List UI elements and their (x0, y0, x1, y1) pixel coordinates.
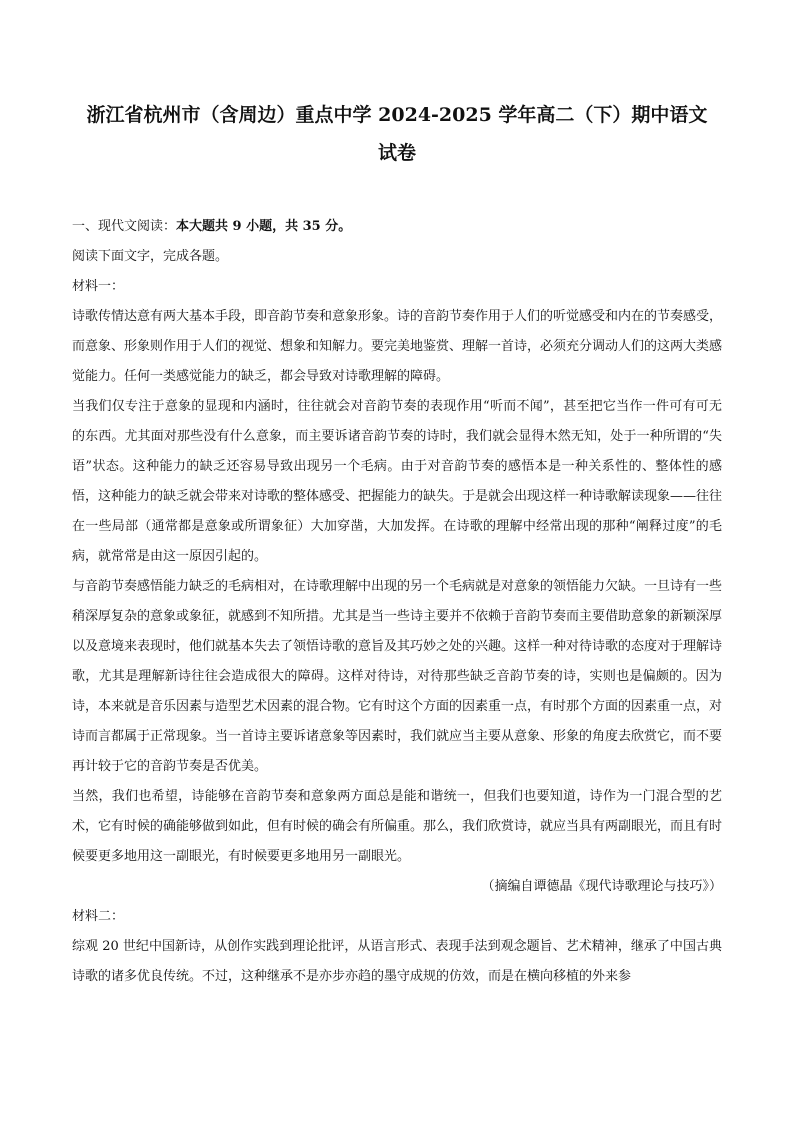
material-one-paragraph-1: 诗歌传情达意有两大基本手段，即音韵节奏和意象形象。诗的音韵节奏作用于人们的听觉感受和内在的节奏感受，而意象、形象则作用于人们的视觉、想象和知解力。要完美地鉴赏、理解一首诗，必须充分调动人们的这两大类感觉能力。任何一类感觉能力的缺乏，都会导致对诗歌理解的障碍。 (72, 309, 723, 384)
material-one-paragraph-4: 当然，我们也希望，诗能够在音韵节奏和意象两方面总是能和谐统一，但我们也要知道，诗作为一门混合型的艺术，它有时候的确能够做到如此，但有时候的确会有所偏重。那么，我们欣赏诗，就应当具有两副眼光，而且有时候要更多地用这一副眼光，有时候要更多地用另一副眼光。 (72, 789, 723, 864)
section-heading-detail: 本大题共 9 小题，共 35 分。 (176, 219, 352, 234)
title-line-2: 试卷 (377, 142, 416, 164)
title-line-1: 浙江省杭州市（含周边）重点中学 2024-2025 学年高二（下）期中语文 (86, 104, 708, 126)
material-one-label: 材料一： (72, 279, 125, 294)
material-two-label: 材料二： (72, 909, 125, 924)
reading-instruction: 阅读下面文字，完成各题。 (72, 249, 229, 264)
section-heading (72, 212, 722, 242)
material-one-paragraph-3: 与音韵节奏感悟能力缺乏的毛病相对，在诗歌理解中出现的另一个毛病就是对意象的领悟能力欠缺。一旦诗有一些稍深厚复杂的意象或象征，就感到不知所措。尤其是当一些诗主要并不依赖于音韵节奏而主要借助意象的新颖深厚以及意境来表现时，他们就基本失去了领悟诗歌的意旨及其巧妙之处的兴趣。这样一种对待诗歌的态度对于理解诗歌，尤其是理解新诗往往会造成很大的障碍。这样对待诗，对待那些缺乏音韵节奏的诗，实则也是偏颇的。因为诗，本来就是音乐因素与造型艺术因素的混合物。它有时这个方面的因素重一点，有时那个方面的因素重一点，对诗而言都属于正常现象。当一首诗主要诉诸意象等因素时，我们就应当主要从意象、形象的角度去欣赏它，而不要再计较于它的音韵节奏是否优美。 (72, 579, 723, 774)
material-one-source: （摘编自谭德晶《现代诗歌理论与技巧》） (481, 879, 722, 894)
material-one-paragraph-2: 当我们仅专注于意象的显现和内涵时，往往就会对音韵节奏的表现作用“听而不闻”，甚至把它当作一件可有可无的东西。尤其面对那些没有什么意象，而主要诉诸音韵节奏的诗时，我们就会显得木然无知，处于一种所谓的“失语”状态。这种能力的缺乏还容易导致出现另一个毛病。由于对音韵节奏的感悟本是一种关系性的、整体性的感悟，这种能力的缺乏就会带来对诗歌的整体感受、把握能力的缺失。于是就会出现这样一种诗歌解读现象——往往在一些局部（通常都是意象或所谓象征）大加穿凿，大加发挥。在诗歌的理解中经常出现的那种“阐释过度”的毛病，就常常是由这一原因引起的。 (72, 399, 723, 564)
section-heading-label: 一、现代文阅读： (72, 219, 177, 234)
document-page (72, 96, 722, 992)
material-two-paragraph-1: 综观 20 世纪中国新诗，从创作实践到理论批评，从语言形式、表现手法到观念题旨、艺术精神，继承了中国古典诗歌的诸多优良传统。不过，这种继承不是亦步亦趋的墨守成规的仿效，而是在横向移植的外来参 (72, 939, 722, 984)
document-title (72, 96, 722, 172)
